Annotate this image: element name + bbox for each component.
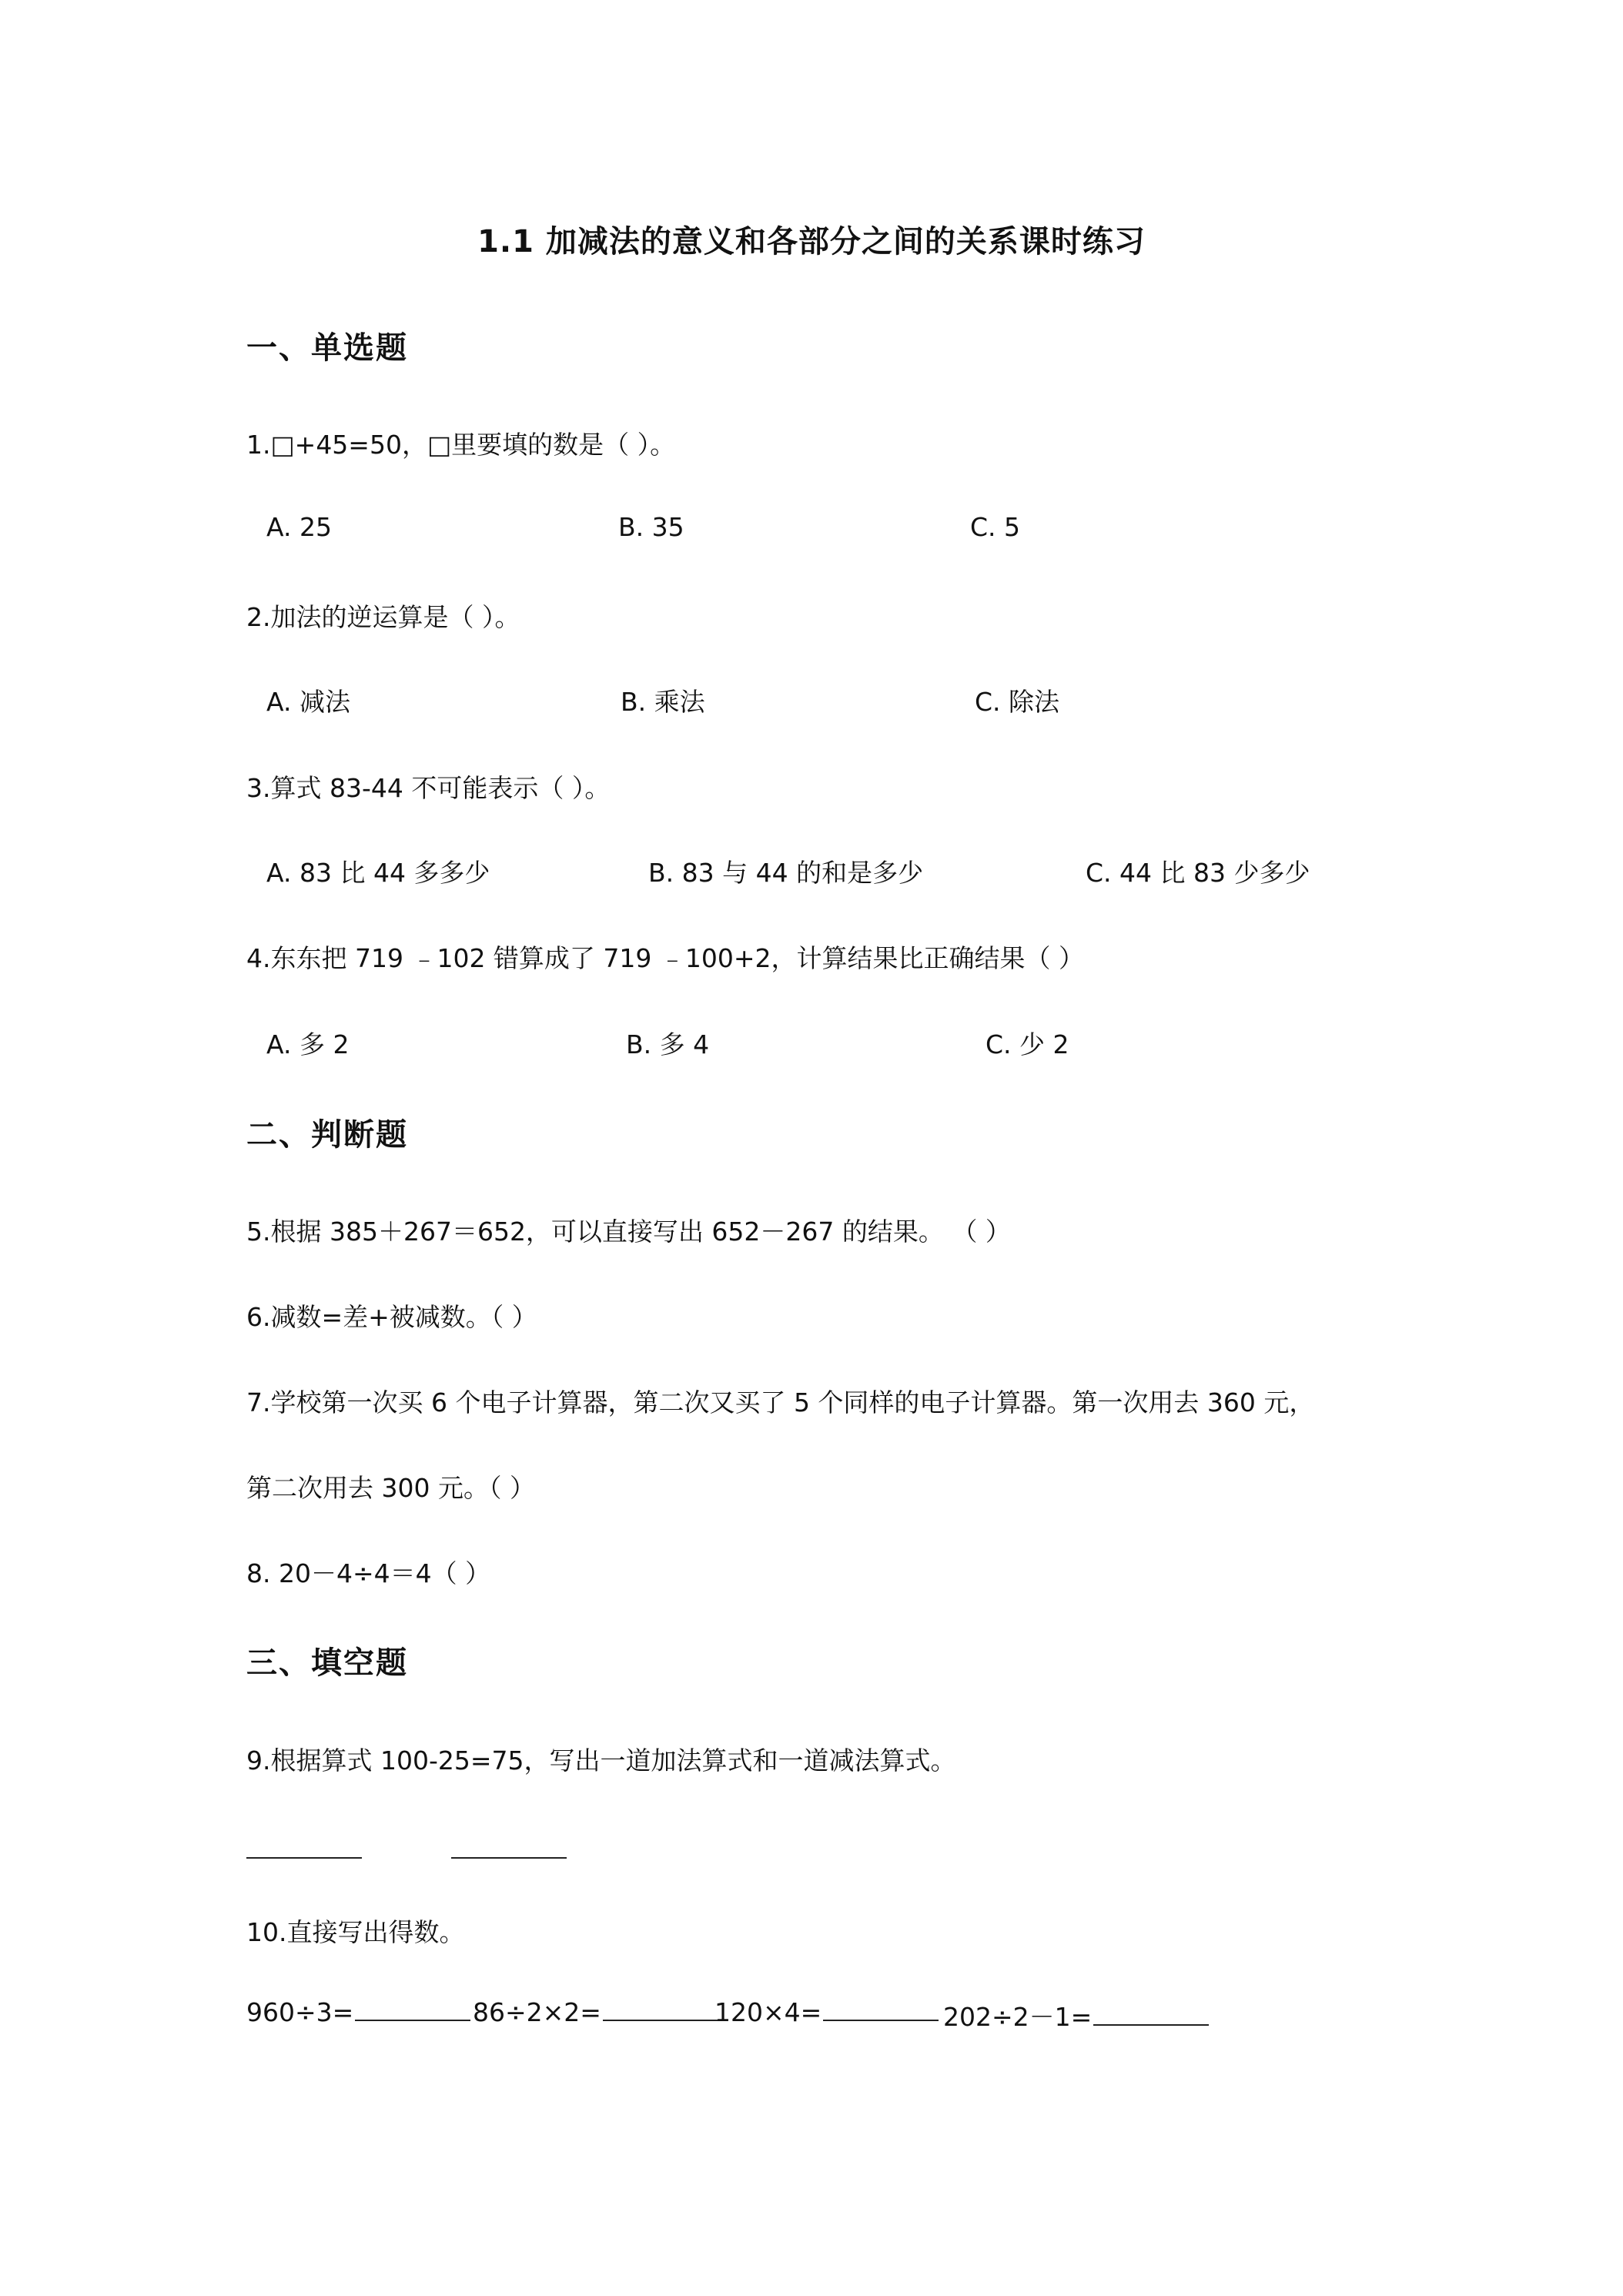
section-heading-single-choice: 一、单选题 <box>246 330 408 366</box>
question-4: 4.东东把 719 ﹣102 错算成了 719 ﹣100+2，计算结果比正确结果（ ） <box>246 943 1085 973</box>
question-8: 8. 20－4÷4＝4（ ） <box>246 1558 491 1588</box>
answer-blank-subtraction[interactable] <box>451 1857 567 1859</box>
question-1-option-a: A. 25 <box>266 512 332 542</box>
question-5: 5.根据 385＋267＝652，可以直接写出 652－267 的结果。 （ ） <box>246 1217 1011 1247</box>
section-heading-fill-in: 三、填空题 <box>246 1645 408 1681</box>
calc-item-4 <box>943 1997 1209 2033</box>
calc-answer-blank-1[interactable] <box>355 2019 470 2021</box>
question-3-option-b: B. 83 与 44 的和是多少 <box>648 858 924 888</box>
question-4-option-a: A. 多 2 <box>266 1029 350 1059</box>
calc-answer-blank-4[interactable] <box>1093 2023 1209 2026</box>
answer-blank-addition[interactable] <box>246 1857 362 1859</box>
section-heading-true-false: 二、判断题 <box>246 1117 408 1153</box>
question-2-option-b: B. 乘法 <box>621 687 705 717</box>
question-3-option-c: C. 44 比 83 少多少 <box>1086 858 1310 888</box>
question-1: 1.□+45=50，□里要填的数是（ ）。 <box>246 430 676 460</box>
question-2-option-c: C. 除法 <box>975 687 1060 717</box>
question-10: 10.直接写出得数。 <box>246 1917 465 1947</box>
question-3: 3.算式 83-44 不可能表示（ ）。 <box>246 773 611 803</box>
calc-item-2 <box>473 1997 718 2027</box>
question-6: 6.减数=差+被减数。（ ） <box>246 1302 537 1332</box>
calc-answer-blank-2[interactable] <box>603 2019 718 2021</box>
calc-expression-1: 960÷3= <box>246 1997 354 2027</box>
calc-expression-4: 202÷2－1= <box>943 2002 1093 2032</box>
question-2: 2.加法的逆运算是（ ）。 <box>246 602 520 632</box>
question-4-option-b: B. 多 4 <box>626 1029 710 1059</box>
page-title: 1.1 加减法的意义和各部分之间的关系课时练习 <box>477 224 1146 259</box>
calc-expression-3: 120×4= <box>714 1997 822 2027</box>
calc-answer-blank-3[interactable] <box>823 2019 939 2021</box>
question-2-option-a: A. 减法 <box>266 687 350 717</box>
calc-item-1 <box>246 1997 470 2027</box>
question-1-option-c: C. 5 <box>970 512 1021 542</box>
question-7-line-2: 第二次用去 300 元。（ ） <box>246 1473 535 1503</box>
calc-item-3 <box>714 1997 939 2027</box>
question-4-option-c: C. 少 2 <box>986 1029 1069 1059</box>
calc-expression-2: 86÷2×2= <box>473 1997 601 2027</box>
question-9: 9.根据算式 100-25=75，写出一道加法算式和一道减法算式。 <box>246 1745 956 1776</box>
question-1-option-b: B. 35 <box>618 512 684 542</box>
question-3-option-a: A. 83 比 44 多多少 <box>266 858 490 888</box>
question-7-line-1: 7.学校第一次买 6 个电子计算器，第二次又买了 5 个同样的电子计算器。第一次用去 360 元， <box>246 1387 1315 1417</box>
